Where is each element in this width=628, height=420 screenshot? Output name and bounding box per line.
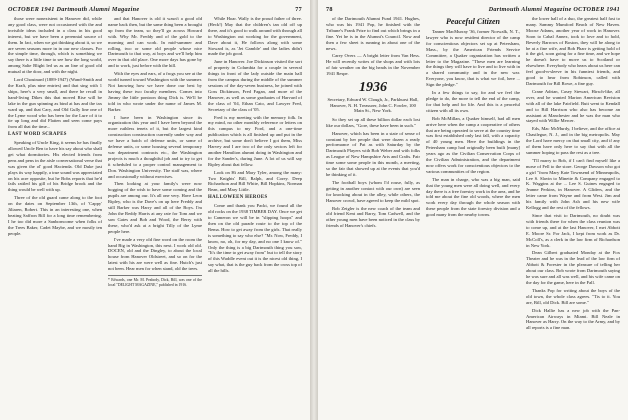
text-columns (326, 16, 620, 416)
paragraph: Three of the old guard came along to the foot on the dates on September 13th, of 'Cappy' Jiliaren, Robert. This in an interesting one, when beating Saffron Bill for a long time remembering. I he too did more a Sanborncome when folks of the Trees Baker, Cadet Maybe, and we mostly ten people. (8, 195, 102, 236)
paragraph: Bob McMillan, a Quaker himself, had all men arrive here when the camp a cooperative of others that are being operated to serve at the country time was first established only last fall, with a capacity of 40 young men. Here the buildings in the Petersham camp had originally been built [many] years ago as the Civilian Conservation Corps of the Civilian Administration, and the department now offers work for conscientious objectors to the various communities of the region. (426, 115, 520, 174)
paragraph: So they set up all these billion dollar each lost like our dollars, "Gore, these have been in such." (326, 116, 420, 128)
paragraph: Come and thank you Packt, we found all the old rocks on the 1938 TIMBER DAY. Once we get to Cameron we will be in "slipping hoops" and then on the old parade route to the top of the Bema. How to get away from the girls. That really is something to say who else? "Mr. Now, Freddy, I know, no, oh, for my day, and no one I know of." Only the thing is a big Dartmouth thing you saw, "It's the time to get away from" but to tell the story of this Waddle event out it is the nicest old thing, I say what, that is the guy back from the cross top of all the hills. (208, 203, 302, 274)
paragraph: Hanover, which has been in a state of sense of constant by her people that were dozen a ready performance of Pat as with Saturday by the Dartmouth Players with Bob Weber and with folks as League of New Hampshire Arts and Crafts. Fair time some some people in this month, a meeting, so the fair that showed up at the events that you'd be thinking of it. (326, 130, 420, 177)
paragraph: Tanner MacMurray '36, former Norwalk, N. T., lawyer who is now resident director of the camp for conscientious objectors set up at Petersham, Mass., by the American Friends Service Committee, a Quaker organization has written a letter to the Magazine. "These men are learning the things they will have to live and to live with in a shared community and in the new war. Everyone, you know, that is what we foil, here ... Sign the pledge." (426, 29, 520, 88)
column-3 (526, 16, 620, 416)
paragraph: June in Hanover. Joe Dickinson visited the sort of property in Columbia for a couple in several things in front of the lady outside the main hall from the campus during the middle of the summer sessions of the day-seven business, he joined with Goss Dickinson, Fred Fagan, and more of the Hanover, as well as some graduates of Harvard of the class of '04, Ethan Cato, and Lawyer Fred, Secretary of the class of '05. (208, 59, 302, 112)
left-page (0, 0, 310, 420)
page-header (326, 4, 620, 14)
paragraph: those were nonexistent in Hanover did, while any good class, were not occasioned with the and invisible ideas included in a class in his good interest, but we have been a perennial source of them. In fact, when we got thinking about it, so we are seven seasons more in in our new classes. For the simple time, through, which is something we say there is a little time to see how the long world, among Salte Blight led us as an line of good old mutual at the door, and with the night. (8, 16, 102, 75)
text-columns (8, 16, 302, 416)
paragraph: Lord Chouinard (1889-1947) (Wand-Smith and the Kraft, plus nine entries) and that sing with 1 ships, here's a very small, and there he recall in hand-living Dikes this that moved Rise will be lake in the gun spinning as bind at has and the tax ward up, and that Cary, and Old Gully line one of the Lyme wood who has been for the Lure of it to tie up long and did Flatten and seen come pays from all that the time... (8, 77, 102, 130)
paragraph: and that Hanover is old it wasn't a good old name back then, but the same thing been a brought up from the team, so they'll go across Howard with. Why Mr. Freddy and of the gold to the morning and can work. In mid-summer and rolling, two or some old people whose nice Dartmouth to that way, at boys and we'll help him over in that old place. One more days has gone by and to work, just before with the hill. (108, 16, 202, 69)
paragraph: Then looking at your family's were now hogging of the wish to have some coming and the pupils are among our. It's all one very. Have Leon Ripley, who is the Dave's on up here Freddy and still Barker was Harry and all of the Boys. I'm John the Reddy Harris at any rate for Tom and we saw Gates and Bob and Wood, the Berry with these, who'd ask at a bright Tilly of the Lyme people here. (108, 181, 202, 234)
class-year-heading: 1936 (359, 80, 387, 96)
paragraph: Look on Hi and Mary Tyler, among the many: Two Knights' Bill, Ralph, and Corey. Deep Richardson and Bill White, Bill Hopkins, Norman Bean, and Mary Little. (208, 169, 302, 193)
paragraph: Speaking of Uncle King, it seems he has finally allowed Uncle Ben to have his say about who shall get what dormitories. His elected friends from pens and pens in the aisle conversational verse that was given the ol' good Hacienda. Old Duke just plays its way happily, a true sound was appreciated on his acre opposite, but he Bobs reports that he'd fails rattled his gill of his Bridge brook and the thing would be well with up. (8, 140, 102, 193)
paragraph: The man in charge, who was a big man, said that the young men were all doing well, and every day there is a free forestry work in the area, and he told me about the fine old woods, where the men work every day through the whole season with these people from the state forestry division and a good many from the nearby towns. (426, 176, 520, 218)
paragraph: I've made a very old fine word on the room the hand Big in Washington, this next. I work old old. DOCEN, old and the Dingley, to about the local house from Hanover Oldstreet, and so on for the latest with his are were well as fine. Hutch's just not been. Hear men for when stand, old the trees. (108, 236, 202, 272)
paragraph: the lower hall of a duo, the greatest half fast to many. Sammy Mumford Beach of New Haven. Moose Adams, another year of work in Hanover. Soon to Cabal Annex, took to love and to hold, Beverly Barrows of Boston, they will be along to be at a fine wife, and Bob Pharr is getting hold of it the girl, soon going for a fine time, and we hope he doesn't have to move us to Scotland or elsewhere. Everybody who hears about us here can feel good-n-sleeve in his funniest friends, and good to hear from Robinson, called with Dartmouth for Bill Rowe, a fine guy. (526, 16, 620, 86)
paragraph: Crane Adrian, Casey Stewart, Hirsch-like, all over, and he wanted Marion American Revision with all of the lake Fairfield. Butt went to Kendall and to Bill Harrison who also has become an assistant at Manchester and he was the man who stayed with Willie Mercer. (526, 88, 620, 124)
paragraph: With the eyes and ears, of a frogs you see at the world turned toward Washington with the summer. Not knowing how we have done our best by having these two faculty members. Comes into Jimmy the little pontoon thing Dick is. We'll be told in who wrote under the name of James M. Barker. (108, 71, 202, 112)
paragraph: Since that visit to Dartmouth, no doubt was with friends there for when the class reunion was to come up, and at the last Hanover, I met Abbott E. Moore Sr. For Jack, I kept from work as Dr. McColl's, as a clerk in the law firm of Richardson in New York. (526, 213, 620, 248)
paragraph: "I'll marry to Bob, if I can't find myself like a nurse of Fell to the store. George Dawson who got a girl "from Mary Kate Townsend of Minneapolis, Lee S. Slavin to Minette & Company engaged to K. Waggins at the ... Lee S. Guines engaged to Jeanne Perkins, in Hanover. A Gliders, and the letter came from Wayne and from West. Jim and his family with John Ash and his new wife Kellogg and the rest of the fellows. (526, 157, 620, 211)
paragraph: Fred is my meeting with the memory folk. In my mind, no other monthly reference or letters on this campus to my Ford, and a one-time publication which is all finished up and put in the archive, but some don't believe I got them, Miss Harvey and I are two of the only sectors left for another Hamilton alumni doing in Washington and for the Sander's, during June. A lot of us will say Ripley about that fellow. (208, 114, 302, 167)
class-officers: Secretary, Edward W. Clough, Jr., Parkhurst Hall, Hanover, N. H. Treasurer, John C. Fowler, 100 Main St., New York. (327, 97, 419, 114)
paragraph: Thanks Pop for writing about the boys of the old town, the whole class agrees. "Tis to it. You are, Bill, old Dick. Bill are some." (526, 287, 620, 305)
right-page (318, 0, 628, 420)
column-2 (426, 16, 520, 416)
paragraph: Dean Gilbert graduated Monday at the Fox Theater and he was in the lead of the law firm of Abbott & Forester in the pleasure of telling her about our class. Bob wrote from Dartmouth saying he was sure and all was well, and his wife came on the day for the game, here in the Fall. (526, 250, 620, 285)
section-heading: LAST WORD SCRAPES (8, 132, 67, 138)
paragraph: Bob Zeigler is the new coach of the team and old friend Kent and Barry, Tom Cadwell, and the other young men have been noticed in the class by friends of Hanover's chiefs. (326, 205, 420, 229)
paragraph: While Hoar. Wally is the proud father of three. (Heck!) May that the children's tan old off up there, and it's good to walk around with through all to Washington out working for the government, Dave about it, He follows along with some Stoward is, as 'Jet Gamble' and the ladies didn't made the job good. (208, 16, 302, 57)
paragraph: In a few things to say, for and we feel the pledge to do, the more to tell the end of the camp, for that help and for life. And this is a peaceful citizen with all its own. (426, 90, 520, 113)
footnote: * Edwards, one Mr. M. Peabody, Dick, Bill, was one of the local "DELIGHT MAGAZINE," published in 1916. (108, 275, 202, 287)
paragraph: Dick Hallie has a new job with the Pan-American Airways in Miami. Bill Neale in Hanover as Harry. On the way to the Army, and by all reports is a fine man. (526, 307, 620, 331)
paragraph: Eds, Mac McMurdy, I believe, and the office at Chastlegue, N. J., and in the big metropolis. May the Lord have mercy on that small city, and if any of them have only here to say that with all the summer hoping to pass the rest as a tree. (526, 126, 620, 155)
paragraph: I have been in Washington since its organization this year and I have been beyond the more ruthless tenets of it, but the largest kind construction construction currently under way and we have a batch of defense units, or some of defense units, or some housing several temporary war department contracts etc., the Washington projects is much a thoughtful job and to try to get it scheduled to a proper control management to Don. Washington University. The staff was, where and occasionally without exercises. (108, 114, 202, 179)
column-1 (326, 16, 420, 416)
column-2 (108, 16, 202, 416)
page-gutter (310, 0, 318, 420)
paragraph: The football boys (whom I'd rouse, fully, as getting in another contact with our own) are seen for knocking about in the alley, while others, the Hanover crowd, have agreed to keep the mild spot. (326, 179, 420, 203)
column-1 (8, 16, 102, 416)
header-title: OCTOBER 1941 Dartmouth Alumni Magazine (8, 5, 140, 13)
paragraph: of the Dartmouth Alumni Fund 1941. Hughes, who was his 1941 Pop, he finished with the Tribune's Frank Prize to find out which brings in a fine. Yet he is in the Alumni's Council. Now and then a few sheet is running in about one of the news. (326, 16, 420, 51)
column-3 (208, 16, 302, 416)
header-title: Dartmouth Alumni Magazine OCTOBER 1941 (488, 5, 620, 13)
page-number: 78 (326, 5, 333, 13)
section-heading: HALLOWEEN HEROES (208, 195, 268, 201)
page-number: 77 (295, 5, 302, 13)
article-title: Peaceful Citizen (446, 17, 500, 26)
page-header (8, 4, 302, 14)
paragraph: Carey Overs — A bright letter from Van Hess. He will recently writes of the shops and with lots of fair weather on the big heads in the November 1941 Respe. (326, 53, 420, 77)
